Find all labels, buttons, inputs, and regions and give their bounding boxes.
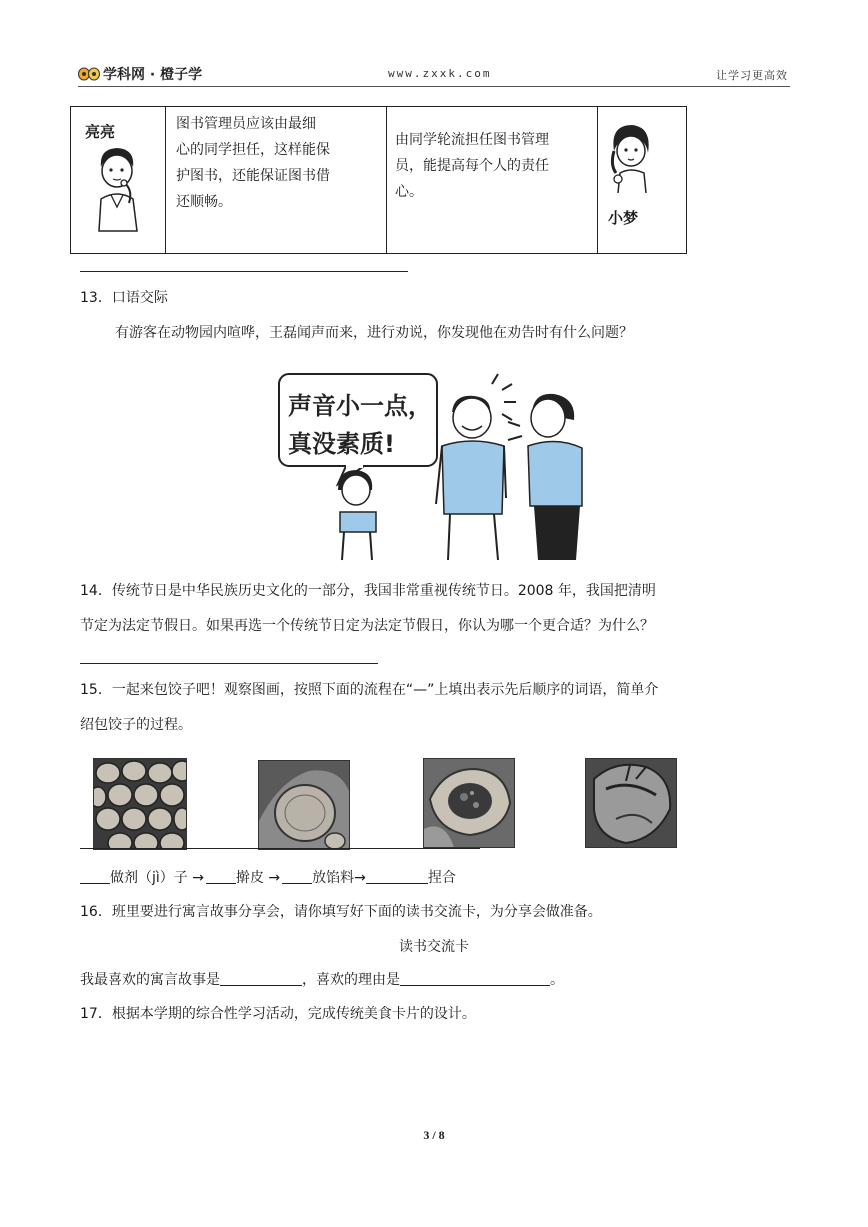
reason-blank[interactable] [400,970,550,986]
blank-next[interactable] [282,868,312,884]
q14-line-2: 节定为法定节假日。如果再选一个传统节日定为法定节假日，你认为哪一个更合适？为什么？ [80,618,654,634]
step-roll-wrapper: 擀皮 → [235,870,281,886]
dough-balls-photo [93,758,187,850]
step-add-filling: 放馅料→ [312,870,366,886]
logo-icon [78,67,100,81]
blank-then[interactable] [206,868,236,884]
reading-card-row: 我最喜欢的寓言故事是 ，喜欢的理由是 。 [80,972,564,988]
page-number: 3 / 8 [423,1128,445,1142]
fable-name-blank[interactable] [220,970,302,986]
liangliang-name: 亮亮 [85,123,116,141]
q15-process [80,863,456,893]
opinion-table [70,106,687,254]
girl-illustration [606,121,656,193]
xiaomeng-cell [598,107,687,254]
blank-finally[interactable] [366,868,428,884]
q13-title: 13．口语交际 [80,290,168,306]
q16-line-1: 16．班里要进行寓言故事分享会，请你填写好下面的读书交流卡，为分享会做准备。 [80,904,602,920]
xiaomeng-opinion: 由同学轮流担任图书管理 员，能提高每个人的责任 心。 [387,107,598,254]
q14-line-1: 14．传统节日是中华民族历史文化的一部分，我国非常重视传统节日。2008 年，我国把清明 [80,583,656,599]
q13-body: 有游客在动物园内喧哗，王磊闻声而来，进行劝说，你发现他在劝告时有什么问题？ [115,325,633,341]
persuasion-cartoon [276,372,594,562]
bubble-line-1: 声音小一点， [288,392,432,420]
q17-line-1: 17．根据本学期的综合性学习活动，完成传统美食卡片的设计。 [80,1006,476,1022]
answer-line[interactable] [80,271,408,272]
photo-underline [80,848,480,849]
rolling-wrapper-photo [258,760,350,850]
boy-thinking-illustration [89,143,147,233]
step-pinch-closed: 捏合 [427,870,456,886]
logo-text: 学科网 · 橙子学 [103,67,203,83]
reading-card-title: 读书交流卡 [399,939,469,955]
step-make-dough-pieces: 做剂（jì）子 → [110,870,204,886]
liangliang-cell [71,107,166,254]
page-header [78,62,790,87]
answer-line[interactable] [80,663,378,664]
bubble-line-2: 真没素质! [288,430,395,458]
site-logo [78,64,202,84]
q15-line-2: 绍包饺子的过程。 [80,717,192,733]
site-slogan: 让学习更高效 [716,69,788,82]
pinching-dumpling-photo [585,758,677,848]
q15-line-1: 15．一起来包饺子吧！观察图画，按照下面的流程在“—”上填出表示先后顺序的词语，简单介 [80,682,659,698]
xiaomeng-name: 小梦 [608,209,639,227]
adding-filling-photo [423,758,515,848]
blank-first[interactable] [80,868,110,884]
liangliang-opinion: 图书管理员应该由最细 心的同学担任，这样能保 护图书，还能保证图书借 还顺畅。 [166,107,387,254]
site-url[interactable]: www.zxxk.com [388,67,492,80]
